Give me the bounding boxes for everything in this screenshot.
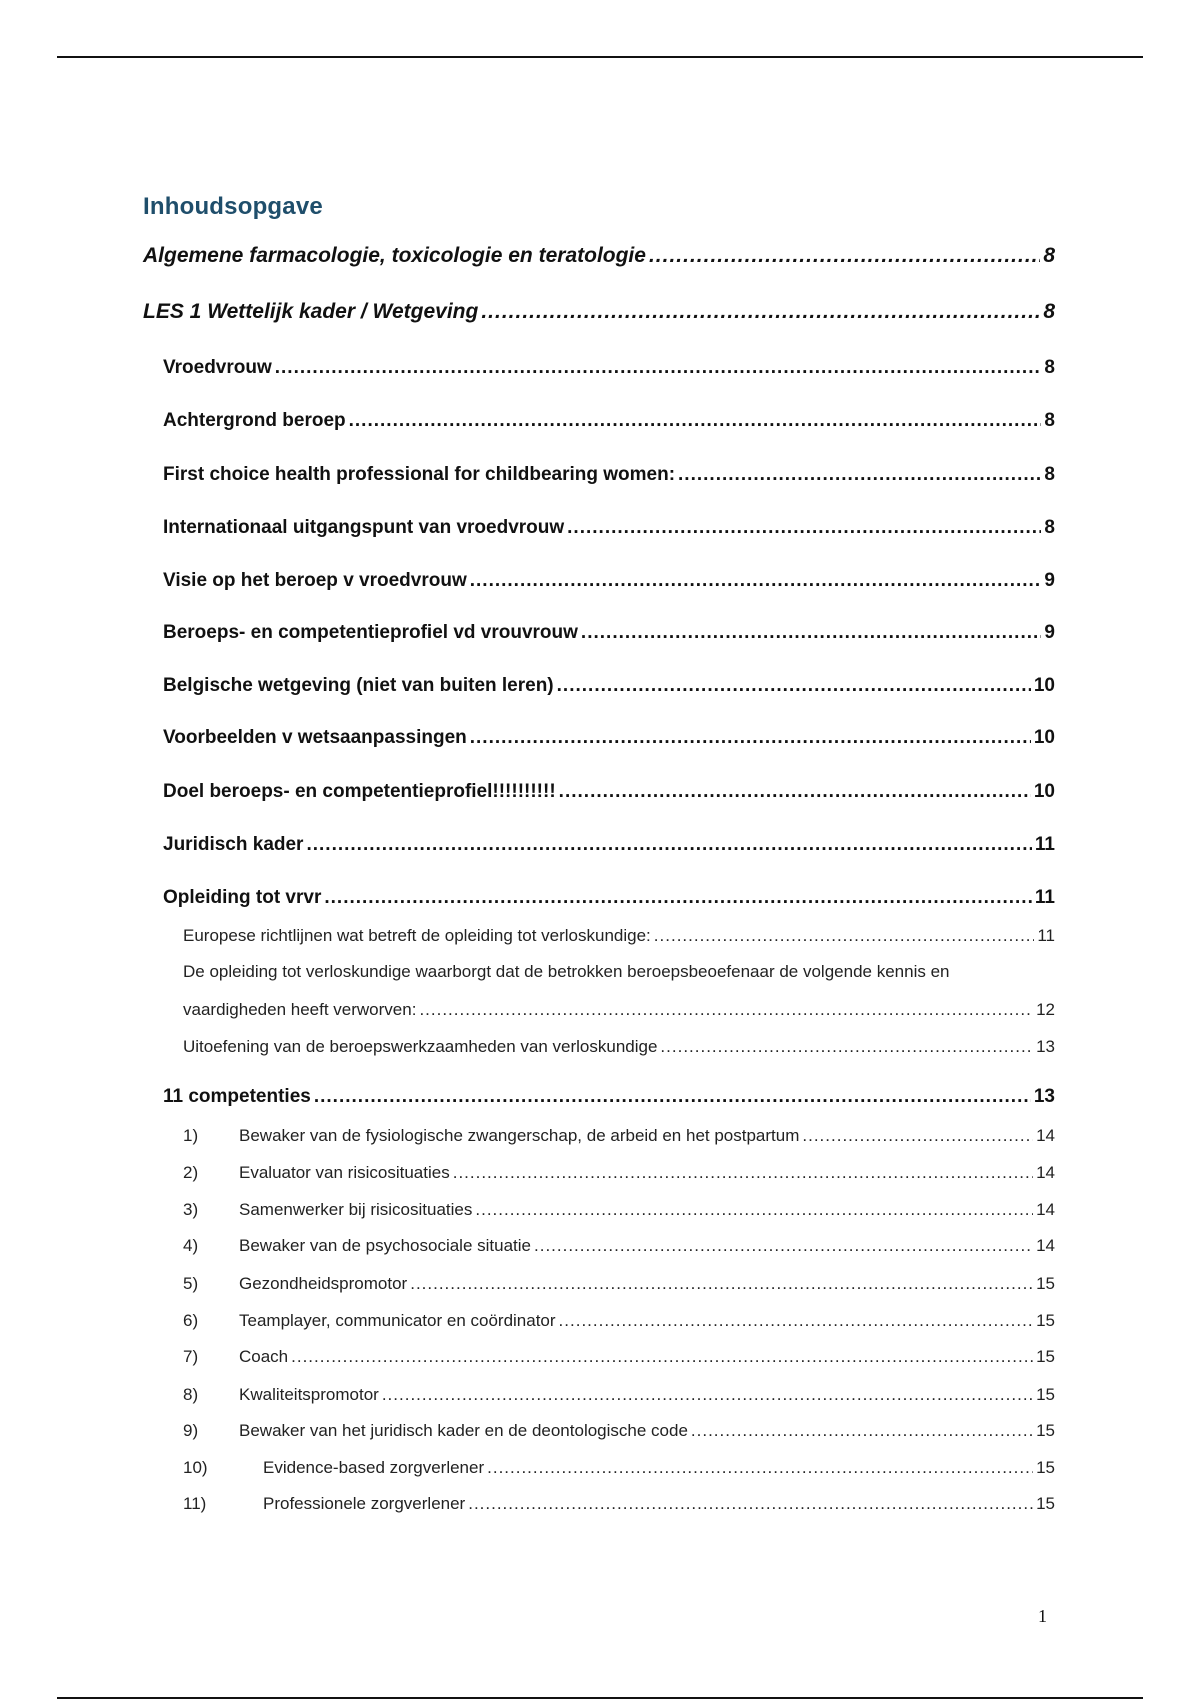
- toc-entry[interactable]: [163, 464, 1055, 486]
- competency-entry[interactable]: [183, 1236, 1055, 1256]
- toc-entry-page: 10: [1033, 675, 1055, 696]
- toc-entry-label: Doel beroeps- en competentieprofiel!!!!!!!!!!: [163, 781, 556, 802]
- toc-entry-label: Algemene farmacologie, toxicologie en teratologie: [143, 244, 646, 267]
- competency-page: 15: [1036, 1421, 1055, 1440]
- toc-entry-page: 11: [1034, 887, 1055, 908]
- toc-entry-page: 8: [1044, 464, 1055, 485]
- toc-entry-label: Beroeps- en competentieprofiel vd vrouvrouw: [163, 622, 578, 643]
- toc-entry-label: Uitoefening van de beroepswerkzaamheden van verloskundige: [183, 1037, 658, 1056]
- toc-entry-label: Europese richtlijnen wat betreft de opleiding tot verloskundige:: [183, 926, 651, 945]
- toc-entry-page: 9: [1044, 622, 1055, 643]
- competency-label: Bewaker van het juridisch kader en de deontologische code: [239, 1421, 688, 1440]
- dot-leader: [382, 1385, 1033, 1405]
- competency-entry[interactable]: [183, 1421, 1055, 1441]
- dot-leader: [475, 1200, 1033, 1220]
- toc-entry[interactable]: [163, 410, 1055, 432]
- dot-leader: [275, 357, 1042, 379]
- competency-label: Kwaliteitspromotor: [239, 1385, 379, 1404]
- toc-entry-page: 10: [1033, 781, 1055, 802]
- competency-entry[interactable]: [183, 1458, 1055, 1478]
- toc-entry[interactable]: [163, 622, 1055, 644]
- dot-leader: [468, 1494, 1033, 1514]
- dot-leader: [470, 727, 1031, 749]
- toc-entry-page: 11: [1034, 834, 1055, 855]
- competency-number: 3): [183, 1200, 199, 1219]
- dot-leader: [481, 300, 1040, 324]
- dot-leader: [487, 1458, 1033, 1478]
- page-number: 1: [1038, 1606, 1047, 1626]
- toc-entry-page: 11: [1037, 926, 1055, 945]
- competency-entry[interactable]: [183, 1200, 1055, 1220]
- toc-entry[interactable]: [143, 244, 1055, 268]
- dot-leader: [453, 1163, 1033, 1183]
- competency-page: 15: [1036, 1311, 1055, 1330]
- toc-entry[interactable]: [183, 926, 1055, 946]
- dot-leader: [410, 1274, 1033, 1294]
- competency-number: 7): [183, 1347, 199, 1366]
- toc-entry[interactable]: [143, 300, 1055, 324]
- toc-entry-label-line1[interactable]: De opleiding tot verloskundige waarborgt dat de betrokken beroepsbeoefenaar de volgende kennis en: [183, 962, 950, 981]
- competency-entry[interactable]: [183, 1126, 1055, 1146]
- toc-entry-label: Vroedvrouw: [163, 357, 272, 378]
- toc-entry-page: 8: [1044, 410, 1055, 431]
- toc-entry[interactable]: [163, 834, 1055, 856]
- dot-leader: [559, 1311, 1034, 1331]
- toc-entry-label: Opleiding tot vrvr: [163, 887, 322, 908]
- toc-entry-page: 13: [1036, 1037, 1055, 1056]
- competency-number: 10): [183, 1458, 208, 1477]
- competency-page: 15: [1036, 1274, 1055, 1293]
- dot-leader: [534, 1236, 1033, 1256]
- dot-leader: [470, 570, 1042, 592]
- toc-entry-page: 8: [1044, 517, 1055, 538]
- toc-entry-page: 10: [1033, 727, 1055, 748]
- competency-page: 15: [1036, 1458, 1055, 1477]
- dot-leader: [660, 1037, 1033, 1057]
- competency-page: 15: [1036, 1494, 1055, 1513]
- toc-entry-page: 8: [1043, 244, 1055, 267]
- competency-number: 9): [183, 1421, 199, 1440]
- dot-leader: [324, 887, 1032, 909]
- competency-number: 2): [183, 1163, 199, 1182]
- dot-leader: [691, 1421, 1033, 1441]
- toc-entry-label: First choice health professional for childbearing women:: [163, 464, 676, 485]
- competency-page: 14: [1036, 1200, 1055, 1219]
- competency-label: Coach: [239, 1347, 289, 1366]
- toc-entry-page: 8: [1044, 357, 1055, 378]
- toc-entry[interactable]: [163, 1086, 1055, 1108]
- dot-leader: [559, 781, 1031, 803]
- toc-entry-label: Juridisch kader: [163, 834, 304, 855]
- toc-entry-page: 13: [1033, 1086, 1055, 1107]
- bottom-rule: [57, 1697, 1143, 1699]
- toc-entry[interactable]: [163, 887, 1055, 909]
- competency-label: Professionele zorgverlener: [263, 1494, 466, 1513]
- competency-label: Gezondheidspromotor: [239, 1274, 408, 1293]
- toc-entry-label: Visie op het beroep v vroedvrouw: [163, 570, 467, 591]
- competency-label: Samenwerker bij risicosituaties: [239, 1200, 473, 1219]
- toc-entry-label: Achtergrond beroep: [163, 410, 346, 431]
- dot-leader: [567, 517, 1041, 539]
- competency-label: Teamplayer, communicator en coördinator: [239, 1311, 556, 1330]
- competency-number: 8): [183, 1385, 199, 1404]
- dot-leader: [557, 675, 1031, 697]
- competency-number: 1): [183, 1126, 199, 1145]
- toc-entry[interactable]: [183, 1000, 1055, 1020]
- toc-entry[interactable]: [163, 727, 1055, 749]
- competency-page: 15: [1036, 1347, 1055, 1366]
- dot-leader: [581, 622, 1042, 644]
- competency-number: 4): [183, 1236, 199, 1255]
- competency-label: Evidence-based zorgverlener: [263, 1458, 485, 1477]
- competency-entry[interactable]: [183, 1311, 1055, 1331]
- dot-leader: [306, 834, 1031, 856]
- toc-entry-label: Belgische wetgeving (niet van buiten leren): [163, 675, 554, 696]
- dot-leader: [419, 1000, 1033, 1020]
- toc-entry-page: 8: [1043, 300, 1055, 323]
- competency-page: 14: [1036, 1236, 1055, 1255]
- competency-number: 5): [183, 1274, 199, 1293]
- competency-entry[interactable]: [183, 1274, 1055, 1294]
- toc-entry[interactable]: [163, 675, 1055, 697]
- competency-label: Bewaker van de fysiologische zwangerschap, de arbeid en het postpartum: [239, 1126, 800, 1145]
- toc-entry-label: 11 competenties: [163, 1086, 311, 1107]
- competency-label: Bewaker van de psychosociale situatie: [239, 1236, 531, 1255]
- competency-entry[interactable]: [183, 1385, 1055, 1405]
- competency-entry[interactable]: [183, 1163, 1055, 1183]
- dot-leader: [678, 464, 1041, 486]
- toc-entry-label: Internationaal uitgangspunt van vroedvrouw: [163, 517, 565, 538]
- dot-leader: [291, 1347, 1033, 1367]
- dot-leader: [654, 926, 1035, 946]
- toc-entry[interactable]: [163, 357, 1055, 379]
- toc-entry-page: 9: [1044, 570, 1055, 591]
- competency-page: 14: [1036, 1126, 1055, 1145]
- dot-leader: [649, 244, 1040, 268]
- competency-number: 11): [183, 1494, 207, 1513]
- toc-title: Inhoudsopgave: [143, 193, 323, 220]
- competency-entry[interactable]: [183, 1494, 1055, 1514]
- toc-entry[interactable]: [163, 517, 1055, 539]
- toc-entry-label: Voorbeelden v wetsaanpassingen: [163, 727, 467, 748]
- toc-entry[interactable]: [163, 781, 1055, 803]
- dot-leader: [802, 1126, 1033, 1146]
- competency-number: 6): [183, 1311, 199, 1330]
- competency-entry[interactable]: [183, 1347, 1055, 1367]
- toc-entry-label-line2: vaardigheden heeft verworven:: [183, 1000, 417, 1019]
- toc-entry-page: 12: [1036, 1000, 1055, 1019]
- dot-leader: [349, 410, 1042, 432]
- toc-entry-label: LES 1 Wettelijk kader / Wetgeving: [143, 300, 479, 323]
- toc-entry[interactable]: [183, 1037, 1055, 1057]
- toc-entry[interactable]: [163, 570, 1055, 592]
- competency-label: Evaluator van risicosituaties: [239, 1163, 450, 1182]
- competency-page: 14: [1036, 1163, 1055, 1182]
- dot-leader: [314, 1086, 1031, 1108]
- top-rule: [57, 56, 1143, 58]
- competency-page: 15: [1036, 1385, 1055, 1404]
